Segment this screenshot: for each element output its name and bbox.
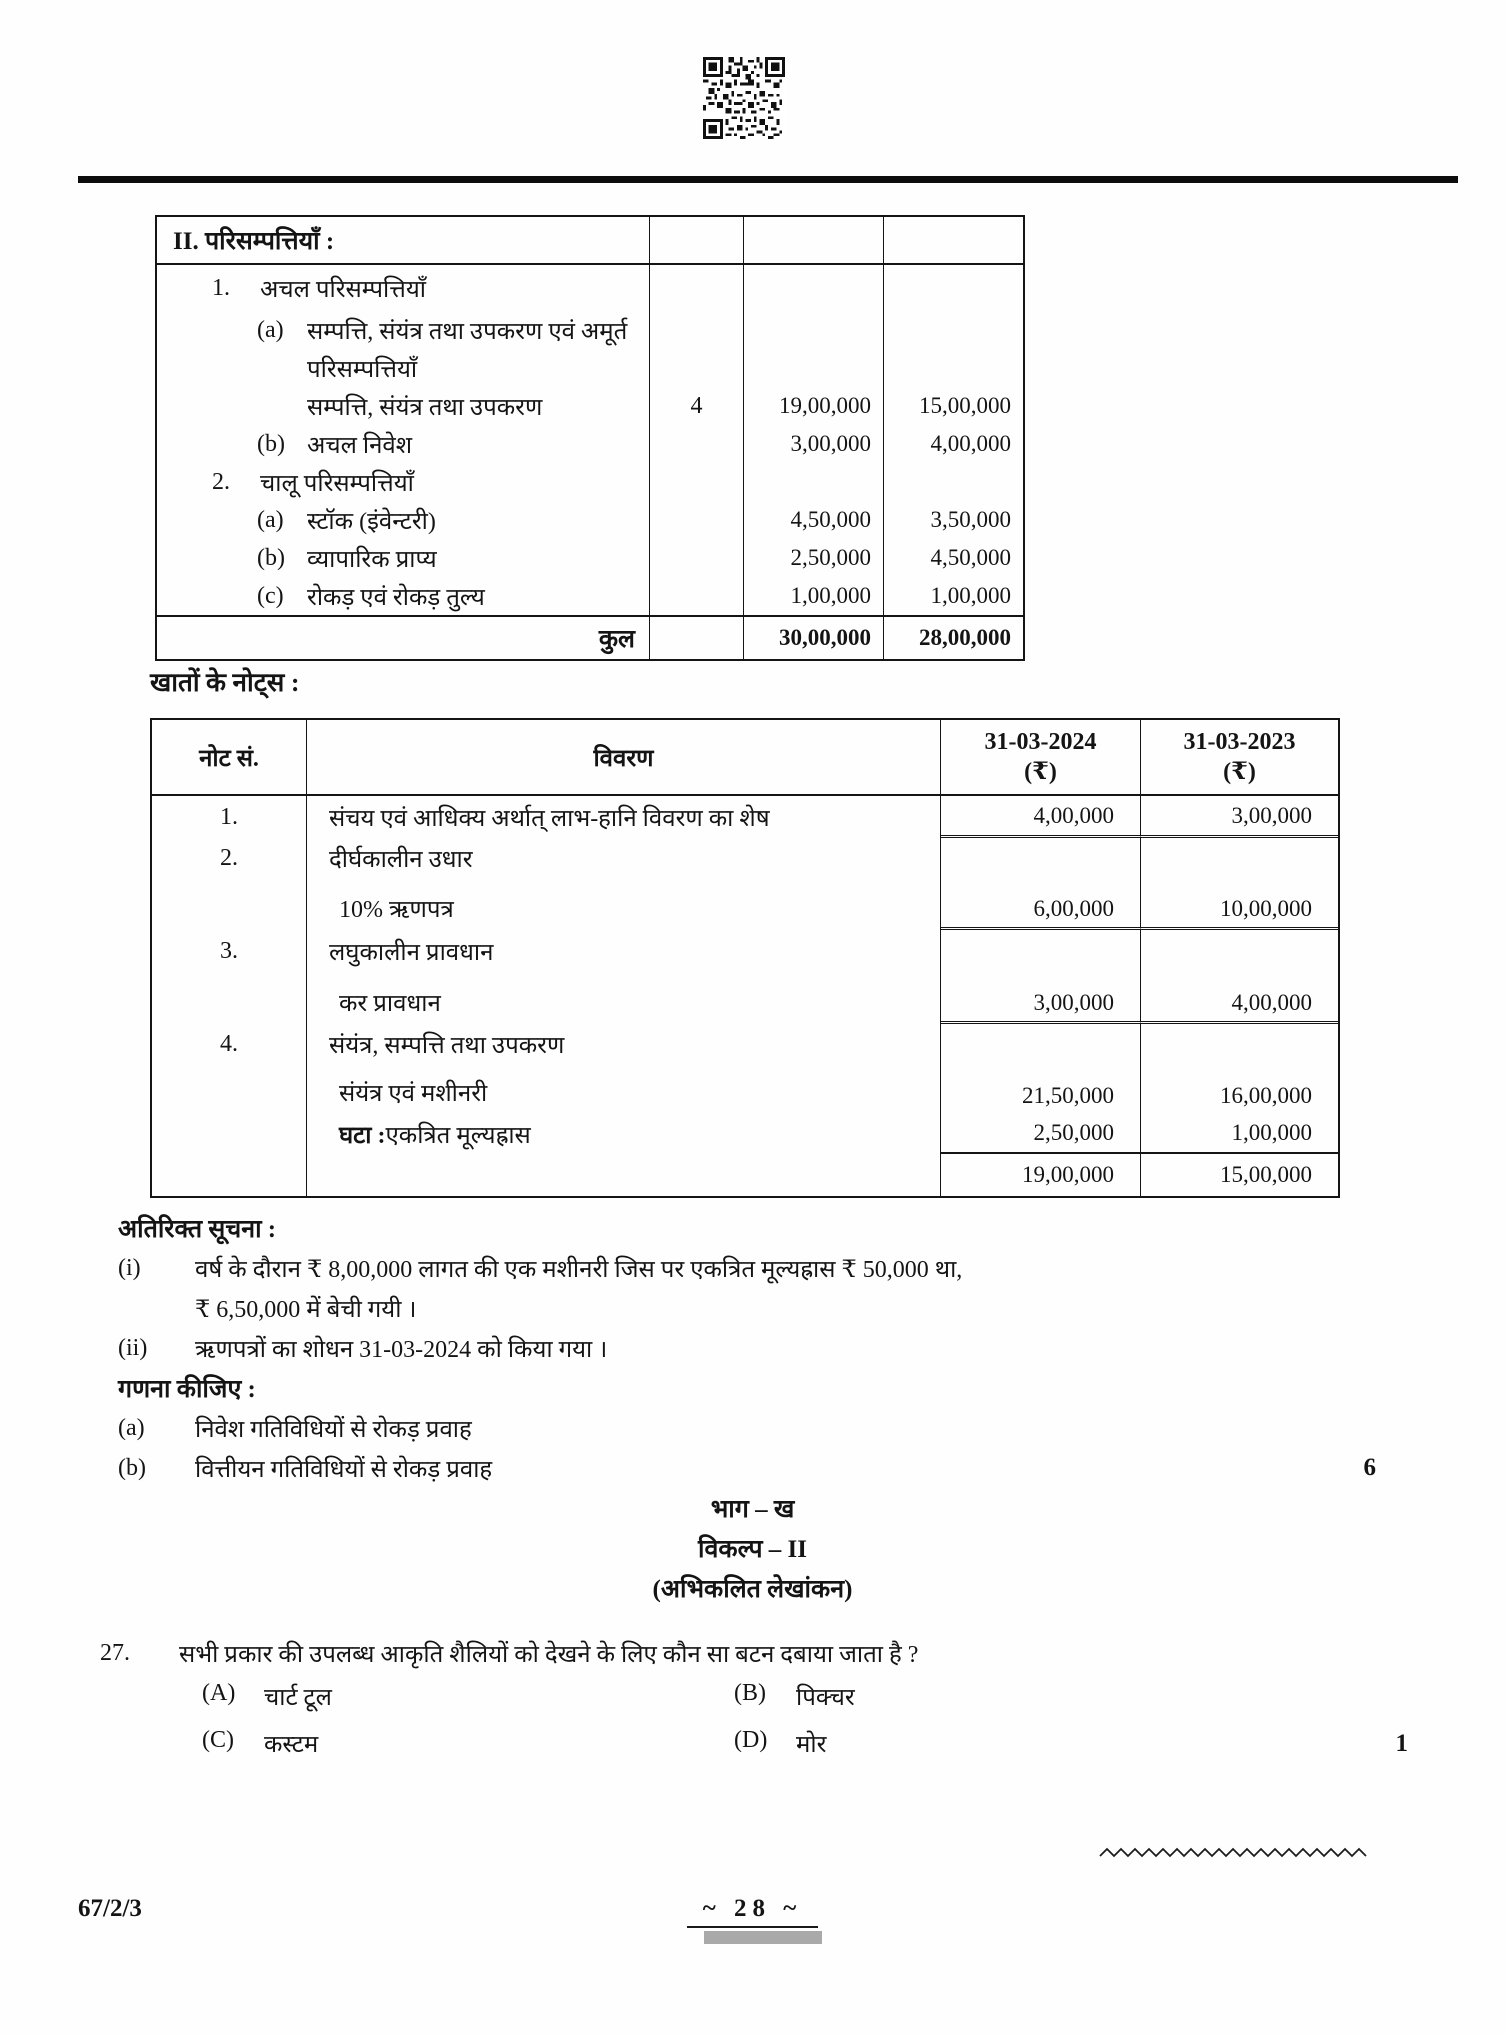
row-label: सम्पत्ति, संयंत्र तथा उपकरण — [307, 394, 543, 421]
option-d-text: मोर — [796, 1732, 827, 1758]
amount-2024: 1,00,000 — [744, 577, 884, 615]
question-number: 27. — [100, 1639, 130, 1666]
assets-row — [157, 577, 1023, 615]
part-heading: भाग – ख — [710, 1496, 795, 1523]
row-label: रोकड़ एवं रोकड़ तुल्य — [307, 584, 485, 611]
options-row-2 — [202, 1720, 1408, 1767]
assets-row — [157, 501, 1023, 539]
note-desc: दीर्घकालीन उधार — [307, 838, 941, 878]
notes-row — [152, 1114, 1338, 1154]
note-desc: संचय एवं आधिक्य अर्थात् लाभ-हानि विवरण का शेष — [307, 796, 941, 838]
rupee-symbol: (₹) — [1223, 758, 1256, 785]
paper-code: 67/2/3 — [78, 1895, 142, 1922]
notes-row — [152, 1064, 1338, 1114]
amount-2023-col-header — [884, 217, 1023, 263]
amount-2024: 19,00,000 — [941, 1154, 1141, 1196]
question-text-row — [100, 1633, 1400, 1673]
amount-2023: 3,50,000 — [930, 507, 1011, 532]
option-b-text: पिक्चर — [796, 1685, 855, 1711]
section-headings — [0, 1490, 1505, 1610]
note-desc: संयंत्र, सम्पत्ति तथा उपकरण — [307, 1024, 941, 1064]
notes-row — [152, 1024, 1338, 1064]
row-label: चालू परिसम्पत्तियाँ — [260, 470, 414, 497]
note-no: 4. — [152, 1024, 307, 1064]
amount-2023: 1,00,000 — [930, 583, 1011, 608]
rupee-symbol: (₹) — [1024, 758, 1057, 785]
assets-row — [157, 387, 1023, 425]
question-27 — [100, 1633, 1408, 1767]
option-c-text: कस्टम — [264, 1732, 319, 1758]
page-number-block — [0, 1895, 1505, 1944]
option-a-label: (A) — [202, 1680, 236, 1706]
col-particulars: विवरण — [307, 720, 941, 794]
notes-row — [152, 1154, 1338, 1196]
amount-2024: 19,00,000 — [744, 387, 884, 425]
item-text: निवेश गतिविधियों से रोकड़ प्रवाह — [195, 1416, 472, 1443]
page-number: ~ 28 ~ — [687, 1895, 819, 1928]
amount-2023: 4,00,000 — [1141, 972, 1338, 1024]
amount-2023: 15,00,000 — [1220, 1162, 1312, 1187]
option-c-label: (C) — [202, 1727, 234, 1753]
assets-row — [157, 349, 1023, 387]
amount-2023: 15,00,000 — [919, 393, 1011, 418]
additional-item-i — [118, 1248, 1386, 1288]
amount-2023: 4,00,000 — [930, 431, 1011, 456]
note-no: 1. — [152, 796, 307, 838]
col-date-2024: 31-03-2024 (₹) — [941, 720, 1141, 794]
item-marker: (a) — [118, 1414, 145, 1441]
item-text: ऋणपत्रों का शोधन 31-03-2024 को किया गया । — [195, 1336, 608, 1363]
assets-table-title: II. परिसम्पत्तियाँ : — [157, 217, 650, 263]
subject-heading: (अभिकलित लेखांकन) — [652, 1576, 853, 1603]
additional-item-i-cont — [118, 1288, 1386, 1328]
option-b-label: (B) — [734, 1680, 766, 1706]
row-marker: (a) — [257, 506, 284, 533]
additional-info-heading: अतिरिक्त सूचना : — [118, 1216, 277, 1243]
row-marker: 1. — [212, 274, 230, 301]
note-desc: संयंत्र एवं मशीनरी — [307, 1064, 941, 1114]
row-label: व्यापारिक प्राप्य — [307, 546, 437, 573]
row-marker: 2. — [212, 468, 230, 495]
squiggle-divider — [1098, 1845, 1398, 1861]
option-heading: विकल्प – II — [698, 1536, 807, 1563]
row-label: अचल निवेश — [307, 432, 413, 459]
note-desc: 10% ऋणपत्र — [307, 878, 941, 930]
assets-table-header-row — [157, 217, 1023, 265]
notes-row — [152, 838, 1338, 878]
assets-row — [157, 463, 1023, 501]
amount-2023: 10,00,000 — [1141, 878, 1338, 930]
question-text: सभी प्रकार की उपलब्ध आकृति शैलियों को देखने के लिए कौन सा बटन दबाया जाता है ? — [179, 1641, 919, 1668]
assets-row — [157, 265, 1023, 311]
additional-item-ii — [118, 1328, 1386, 1368]
question-marks: 1 — [1395, 1729, 1408, 1757]
row-marker: (b) — [257, 430, 285, 457]
col-note-no: नोट सं. — [152, 720, 307, 794]
assets-row — [157, 311, 1023, 349]
row-marker: (c) — [257, 582, 284, 609]
option-a-text: चार्ट टूल — [264, 1685, 332, 1711]
item-marker: (b) — [118, 1454, 146, 1481]
notes-row — [152, 972, 1338, 1024]
question-marks: 6 — [1363, 1454, 1376, 1481]
row-label: स्टॉक (इंवेन्टरी) — [307, 508, 436, 535]
amount-2023: 3,00,000 — [1141, 796, 1338, 838]
page-divider-rule — [78, 176, 1458, 183]
note-desc: एकत्रित मूल्यह्रास — [385, 1122, 531, 1149]
amount-2024: 4,50,000 — [744, 501, 884, 539]
row-label: सम्पत्ति, संयंत्र तथा उपकरण एवं अमूर्त — [307, 318, 628, 345]
note-col-header — [650, 217, 744, 263]
amount-2024: 2,50,000 — [941, 1114, 1141, 1154]
qr-code — [703, 57, 785, 139]
compute-item-b — [118, 1448, 1386, 1488]
row-label: परिसम्पत्तियाँ — [307, 356, 418, 383]
amount-2024-col-header — [744, 217, 884, 263]
item-text: वर्ष के दौरान ₹ 8,00,000 लागत की एक मशीनरी जिस पर एकत्रित मूल्यह्रास ₹ 50,000 था, — [195, 1256, 963, 1283]
option-d-label: (D) — [734, 1727, 768, 1753]
notes-table-header-row — [152, 720, 1338, 796]
row-marker: (b) — [257, 544, 285, 571]
compute-heading: गणना कीजिए : — [118, 1376, 256, 1403]
item-text: ₹ 6,50,000 में बेची गयी । — [195, 1296, 417, 1323]
note-no: 3. — [152, 930, 307, 972]
amount-2023: 16,00,000 — [1220, 1083, 1312, 1108]
notes-row — [152, 878, 1338, 930]
total-label: कुल — [157, 617, 650, 659]
notes-row — [152, 930, 1338, 972]
assets-row — [157, 425, 1023, 463]
col-date-2023: 31-03-2023 (₹) — [1183, 728, 1296, 785]
total-2023: 28,00,000 — [919, 625, 1011, 650]
amount-2024: 21,50,000 — [941, 1064, 1141, 1114]
note-desc-prefix: घटा : — [339, 1122, 386, 1149]
note-desc: कर प्रावधान — [307, 972, 941, 1024]
options-row-1 — [202, 1673, 1400, 1720]
assets-total-row — [157, 615, 1023, 659]
note-no: 2. — [152, 838, 307, 878]
amount-2024: 4,00,000 — [941, 796, 1141, 838]
additional-info-section — [118, 1208, 1386, 1488]
notes-section-heading: खातों के नोट्स : — [150, 668, 300, 697]
note-desc: लघुकालीन प्रावधान — [307, 930, 941, 972]
row-label: अचल परिसम्पत्तियाँ — [260, 276, 426, 303]
amount-2023: 1,00,000 — [1141, 1114, 1338, 1154]
item-marker: (ii) — [118, 1334, 148, 1361]
amount-2024: 3,00,000 — [744, 425, 884, 463]
amount-2024: 3,00,000 — [941, 972, 1141, 1024]
row-marker: (a) — [257, 316, 284, 343]
assets-row — [157, 539, 1023, 577]
notes-row — [152, 796, 1338, 838]
compute-item-a — [118, 1408, 1386, 1448]
notes-table — [150, 718, 1340, 1198]
note-number: 4 — [650, 387, 744, 425]
item-text: वित्तीयन गतिविधियों से रोकड़ प्रवाह — [195, 1456, 493, 1483]
total-2024: 30,00,000 — [744, 617, 884, 659]
amount-2023: 4,50,000 — [930, 545, 1011, 570]
amount-2024: 6,00,000 — [941, 878, 1141, 930]
amount-2024: 2,50,000 — [744, 539, 884, 577]
page-number-underline-bar — [704, 1931, 822, 1944]
assets-table — [155, 215, 1025, 661]
item-marker: (i) — [118, 1254, 141, 1281]
